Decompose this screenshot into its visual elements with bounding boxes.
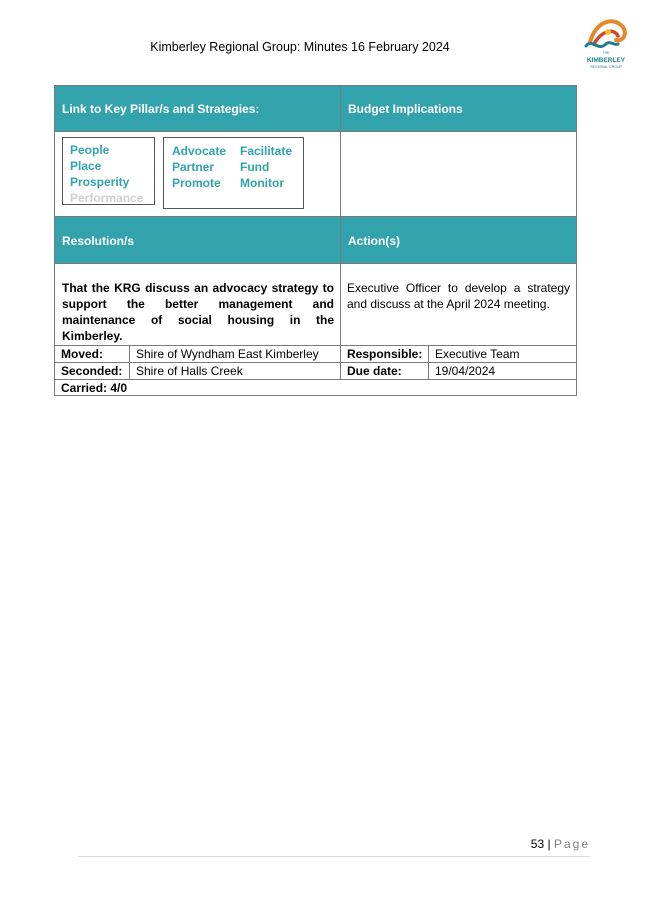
logo-title: KIMBERLEY <box>586 57 626 64</box>
resolution-row <box>55 263 576 345</box>
budget-heading: Budget Implications <box>348 102 463 116</box>
pillar-place: Place <box>70 159 102 173</box>
resolution-table <box>54 85 577 396</box>
pillar-people: People <box>70 143 110 157</box>
pillars-row <box>55 131 576 217</box>
seconded-row <box>55 362 576 379</box>
strategies-box <box>163 137 304 209</box>
resolution-heading: Resolution/s <box>55 217 341 263</box>
pillars-cell <box>55 132 341 216</box>
moved-value: Shire of Wyndham East Kimberley <box>130 346 341 362</box>
carried-result: Carried: 4/0 <box>55 379 576 395</box>
responsible-label: Responsible: <box>341 346 429 362</box>
page-separator: | <box>547 837 551 851</box>
page-number: 53 <box>530 837 545 851</box>
strategy-row <box>172 175 303 191</box>
logo-subtitle: REGIONAL GROUP <box>590 65 622 69</box>
pillar-prosperity: Prosperity <box>70 175 130 189</box>
seconded-value: Shire of Halls Creek <box>130 363 341 379</box>
resolution-header-row <box>55 217 576 263</box>
budget-cell <box>341 132 576 216</box>
key-pillars-box <box>62 137 155 205</box>
logo-wordmark <box>578 50 634 71</box>
pillar-performance: Performance <box>70 191 144 205</box>
strategy-fund: Fund <box>240 160 270 174</box>
page-header-title: Kimberley Regional Group: Minutes 16 February 2024 <box>150 40 450 54</box>
strategy-promote: Promote <box>172 176 221 190</box>
strategy-monitor: Monitor <box>240 176 284 190</box>
footer-divider <box>78 856 590 857</box>
strategy-row <box>172 159 303 175</box>
action-text: Executive Officer to develop a strategy and discuss at the April 2024 meeting. <box>347 281 570 311</box>
page-label: Page <box>553 837 590 851</box>
responsible-value: Executive Team <box>435 347 520 361</box>
table-header-row <box>55 86 576 131</box>
strategy-advocate: Advocate <box>172 144 227 158</box>
moved-label: Moved: <box>55 346 130 362</box>
due-date-label: Due date: <box>341 363 429 379</box>
moved-row <box>55 345 576 362</box>
strategy-row <box>172 143 303 159</box>
pillars-heading: Link to Key Pillar/s and Strategies: <box>55 86 341 131</box>
seconded-label: Seconded: <box>55 363 130 379</box>
resolution-text: That the KRG discuss an advocacy strategy to support the better management and maintenance of social housing in the Kimberley. <box>55 264 341 345</box>
due-date-value: 19/04/2024 <box>435 364 496 378</box>
strategy-facilitate: Facilitate <box>240 144 293 158</box>
logo-the: THE <box>602 51 610 55</box>
page-footer <box>500 837 590 851</box>
strategy-partner: Partner <box>172 160 215 174</box>
actions-heading: Action(s) <box>348 234 400 248</box>
